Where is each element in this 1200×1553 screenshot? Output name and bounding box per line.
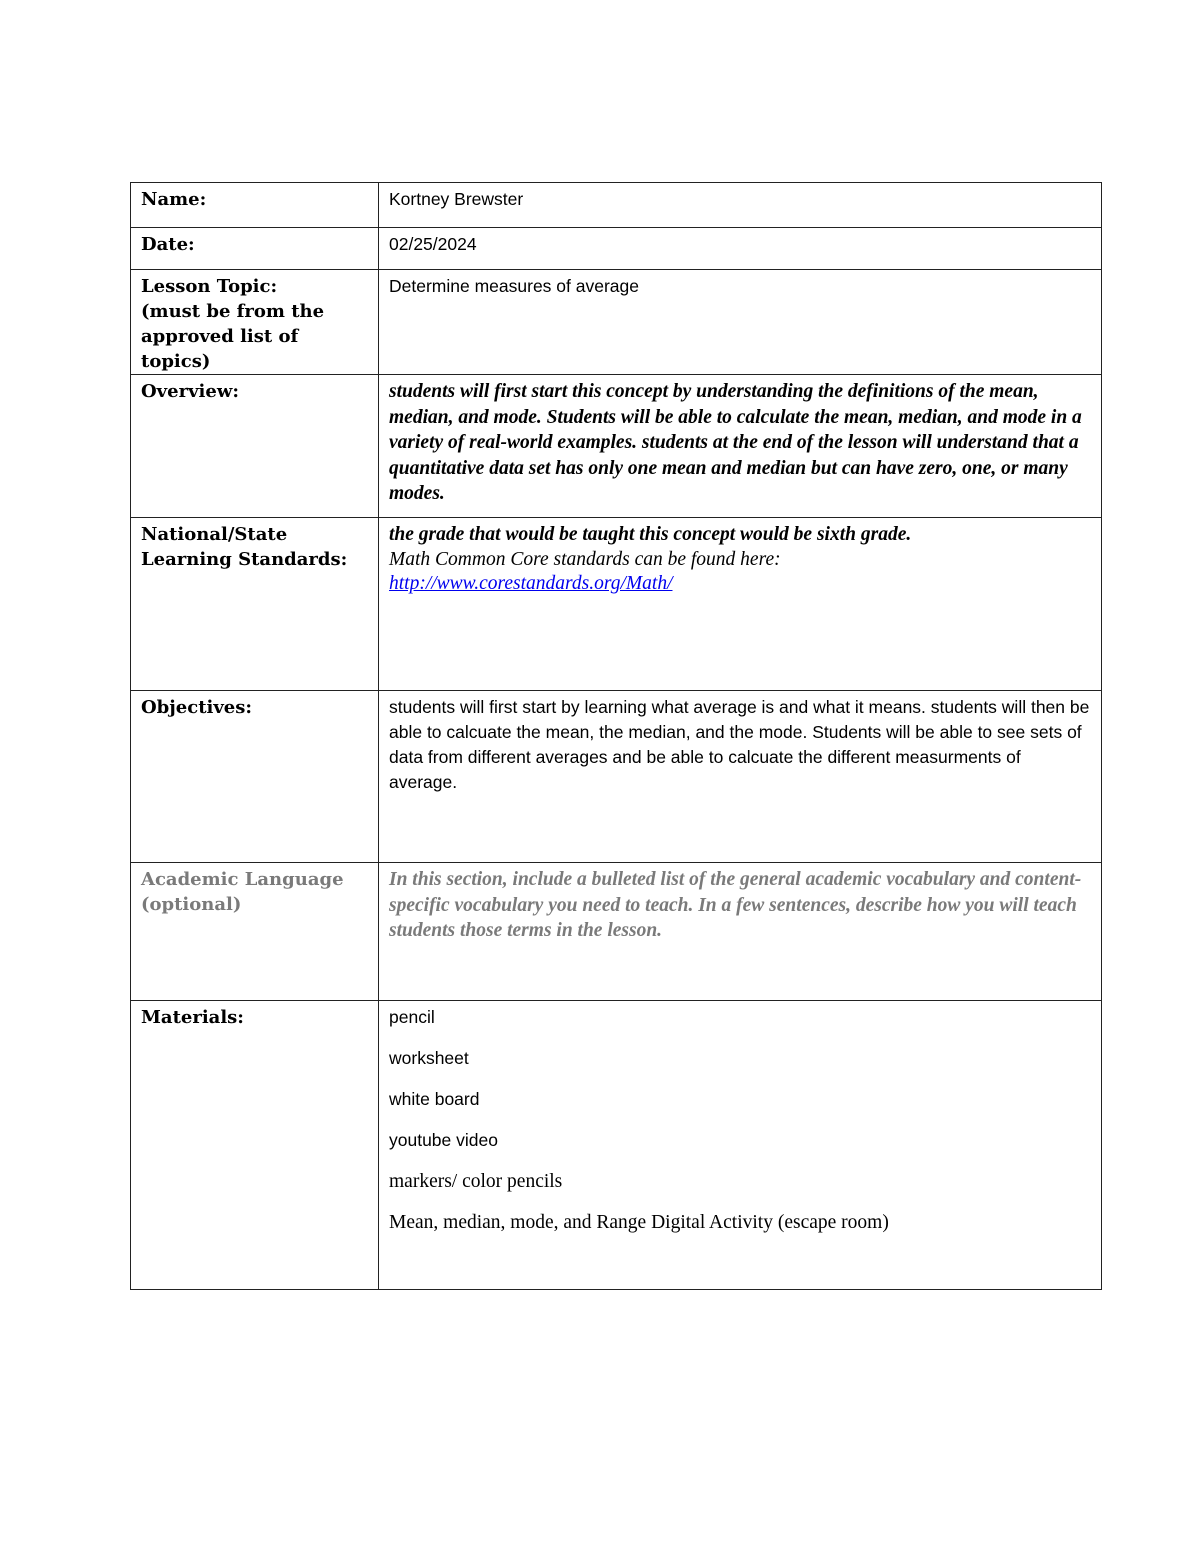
name-value-cell	[379, 183, 1102, 228]
name-value: Kortney Brewster	[389, 189, 524, 209]
overview-value: students will first start this concept by understanding the definitions of the mean, median, and mode. Students will be able to calculate the mean, median, and mode in a variety of real-world examples. students at the end of the lesson will understand that a quantitative data set has only one mean and median but can have zero, one, or many modes.	[389, 381, 1082, 504]
material-item: youtube video	[389, 1130, 498, 1150]
objectives-value: students will first start by learning what average is and what it means. students will then be able to calcuate the mean, the median, and the mode. Students will be able to see sets of data from different averages and be able to calcuate the different measurments of average.	[389, 697, 1090, 792]
row-standards	[131, 518, 1102, 691]
material-item: Mean, median, mode, and Range Digital Activity (escape room)	[389, 1212, 889, 1233]
topic-label-line3: approved list of topics)	[141, 326, 299, 372]
date-value-cell	[379, 228, 1102, 270]
materials-label: Materials:	[141, 1007, 244, 1028]
overview-value-cell	[379, 375, 1102, 518]
material-item: markers/ color pencils	[389, 1171, 563, 1192]
overview-label: Overview:	[141, 381, 239, 402]
topic-label-line2: (must be from the	[141, 301, 325, 322]
academic-label-cell	[131, 863, 379, 1001]
topic-value: Determine measures of average	[389, 276, 639, 296]
academic-value: In this section, include a bulleted list of the general academic vocabulary and content-specific vocabulary you need to teach. In a few sentences, describe how you will teach students those terms in the lesson.	[389, 869, 1082, 941]
material-item: white board	[389, 1089, 480, 1109]
row-date	[131, 228, 1102, 270]
standards-note: Math Common Core standards can be found here:	[389, 548, 781, 570]
standards-label: National/State Learning Standards:	[141, 524, 348, 570]
date-label-cell	[131, 228, 379, 270]
row-lesson-topic	[131, 270, 1102, 375]
lesson-plan-table	[130, 182, 1102, 1290]
topic-label-cell	[131, 270, 379, 375]
topic-label-line1: Lesson Topic:	[141, 276, 278, 297]
date-label: Date:	[141, 234, 195, 255]
row-materials	[131, 1001, 1102, 1290]
topic-value-cell	[379, 270, 1102, 375]
materials-label-cell	[131, 1001, 379, 1290]
name-label-cell	[131, 183, 379, 228]
standards-link[interactable]: http://www.corestandards.org/Math/	[389, 572, 673, 594]
material-item: worksheet	[389, 1048, 469, 1068]
objectives-value-cell	[379, 691, 1102, 863]
academic-label-line1: Academic Language	[141, 869, 344, 890]
row-objectives	[131, 691, 1102, 863]
standards-label-cell	[131, 518, 379, 691]
row-academic-language	[131, 863, 1102, 1001]
overview-label-cell	[131, 375, 379, 518]
objectives-label-cell	[131, 691, 379, 863]
row-name	[131, 183, 1102, 228]
material-item: pencil	[389, 1007, 435, 1027]
standards-value-cell	[379, 518, 1102, 691]
academic-label-line2: (optional)	[141, 894, 242, 915]
standards-grade: the grade that would be taught this concept would be sixth grade.	[389, 524, 912, 545]
materials-value-cell	[379, 1001, 1102, 1290]
academic-value-cell	[379, 863, 1102, 1001]
name-label: Name:	[141, 189, 207, 210]
objectives-label: Objectives:	[141, 697, 253, 718]
date-value: 02/25/2024	[389, 234, 477, 254]
row-overview	[131, 375, 1102, 518]
